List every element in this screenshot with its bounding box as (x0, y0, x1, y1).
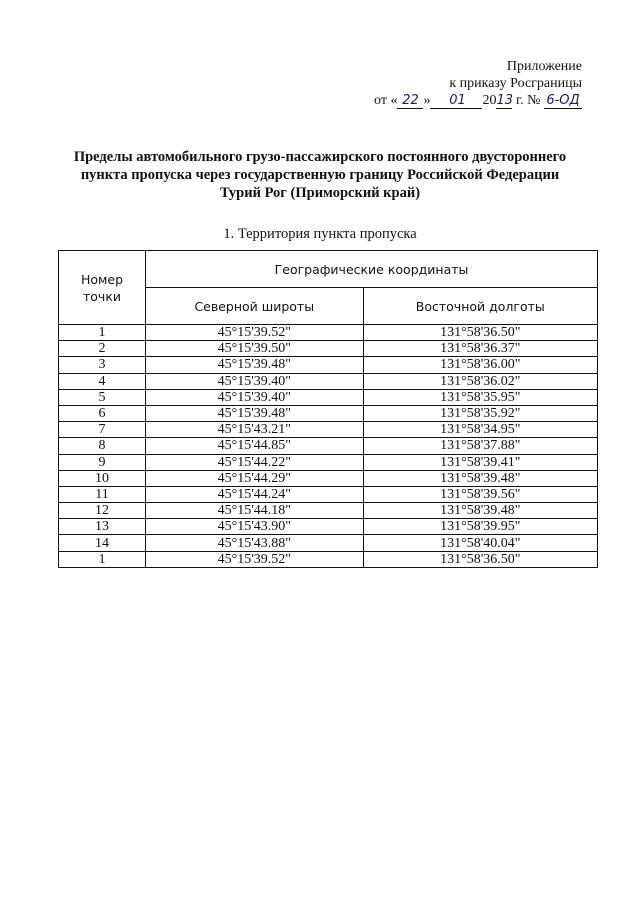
title-line: пункта пропуска через государственную границу Российской Федерации (80, 167, 560, 183)
column-header-number (59, 251, 146, 325)
handwritten-month: 01 (440, 94, 474, 109)
longitude-cell: 131°58'35.95" (363, 389, 597, 405)
appendix-from: от « (374, 93, 398, 108)
latitude-cell: 45°15'44.18" (146, 503, 364, 519)
column-header-coords: Географические координаты (146, 251, 598, 288)
underline-gap (430, 94, 440, 109)
point-number-cell: 13 (59, 519, 146, 535)
section-title: 1. Территория пункта пропуска (223, 226, 417, 242)
title-line: Турий Рог (Приморский край) (219, 185, 421, 201)
table-row (59, 405, 598, 421)
column-header-longitude: Восточной долготы (363, 288, 597, 325)
table-row (59, 422, 598, 438)
latitude-cell: 45°15'39.52" (146, 325, 364, 341)
longitude-cell: 131°58'36.00" (363, 357, 597, 373)
table-row (59, 341, 598, 357)
appendix-date-number (374, 92, 582, 109)
point-number-cell: 1 (59, 551, 146, 567)
longitude-cell: 131°58'36.50" (363, 551, 597, 567)
table-row (59, 503, 598, 519)
longitude-cell: 131°58'36.50" (363, 325, 597, 341)
point-number-cell: 1 (59, 325, 146, 341)
point-number-cell: 12 (59, 503, 146, 519)
handwritten-number: 6-ОД (544, 94, 582, 109)
table-row (59, 535, 598, 551)
table-row (59, 389, 598, 405)
longitude-cell: 131°58'39.56" (363, 486, 597, 502)
latitude-cell: 45°15'43.88" (146, 535, 364, 551)
point-number-cell: 7 (59, 422, 146, 438)
table-row (59, 357, 598, 373)
longitude-cell: 131°58'36.37" (363, 341, 597, 357)
handwritten-day: 22 (397, 94, 423, 109)
longitude-cell: 131°58'40.04" (363, 535, 597, 551)
table-row (59, 454, 598, 470)
table-body (59, 325, 598, 568)
latitude-cell: 45°15'44.24" (146, 486, 364, 502)
latitude-cell: 45°15'39.48" (146, 405, 364, 421)
table-row (59, 486, 598, 502)
longitude-cell: 131°58'39.95" (363, 519, 597, 535)
longitude-cell: 131°58'34.95" (363, 422, 597, 438)
latitude-cell: 45°15'39.48" (146, 357, 364, 373)
point-number-cell: 4 (59, 373, 146, 389)
handwritten-year: 13 (496, 93, 514, 108)
appendix-header (374, 58, 582, 109)
appendix-order-ref: к приказу Росграницы (449, 76, 582, 91)
latitude-cell: 45°15'43.90" (146, 519, 364, 535)
point-number-cell: 11 (59, 486, 146, 502)
latitude-cell: 45°15'39.40" (146, 389, 364, 405)
table-row (59, 325, 598, 341)
column-header-number-line: Номер (80, 271, 124, 287)
point-number-cell: 5 (59, 389, 146, 405)
latitude-cell: 45°15'44.29" (146, 470, 364, 486)
longitude-cell: 131°58'35.92" (363, 405, 597, 421)
table-row (59, 551, 598, 567)
latitude-cell: 45°15'39.50" (146, 341, 364, 357)
latitude-cell: 45°15'44.22" (146, 454, 364, 470)
appendix-year-prefix: 20 (482, 93, 497, 108)
title-line: Пределы автомобильного грузо-пассажирского постоянного двустороннего (73, 149, 567, 165)
point-number-cell: 3 (59, 357, 146, 373)
longitude-cell: 131°58'39.48" (363, 470, 597, 486)
coordinates-table (58, 250, 598, 568)
point-number-cell: 2 (59, 341, 146, 357)
longitude-cell: 131°58'37.88" (363, 438, 597, 454)
table-row (59, 373, 598, 389)
appendix-quote-close: » (423, 93, 431, 108)
longitude-cell: 131°58'39.48" (363, 503, 597, 519)
appendix-after-year: г. № (515, 93, 541, 108)
appendix-label: Приложение (506, 59, 582, 74)
point-number-cell: 6 (59, 405, 146, 421)
point-number-cell: 8 (59, 438, 146, 454)
longitude-cell: 131°58'39.41" (363, 454, 597, 470)
latitude-cell: 45°15'39.52" (146, 551, 364, 567)
latitude-cell: 45°15'44.85" (146, 438, 364, 454)
latitude-cell: 45°15'43.21" (146, 422, 364, 438)
point-number-cell: 9 (59, 454, 146, 470)
table-row (59, 438, 598, 454)
point-number-cell: 10 (59, 470, 146, 486)
latitude-cell: 45°15'39.40" (146, 373, 364, 389)
document-title (40, 148, 600, 202)
column-header-number-line: точки (83, 288, 121, 304)
point-number-cell: 14 (59, 535, 146, 551)
table-row (59, 470, 598, 486)
longitude-cell: 131°58'36.02" (363, 373, 597, 389)
column-header-latitude: Северной широты (146, 288, 364, 325)
table-row (59, 519, 598, 535)
